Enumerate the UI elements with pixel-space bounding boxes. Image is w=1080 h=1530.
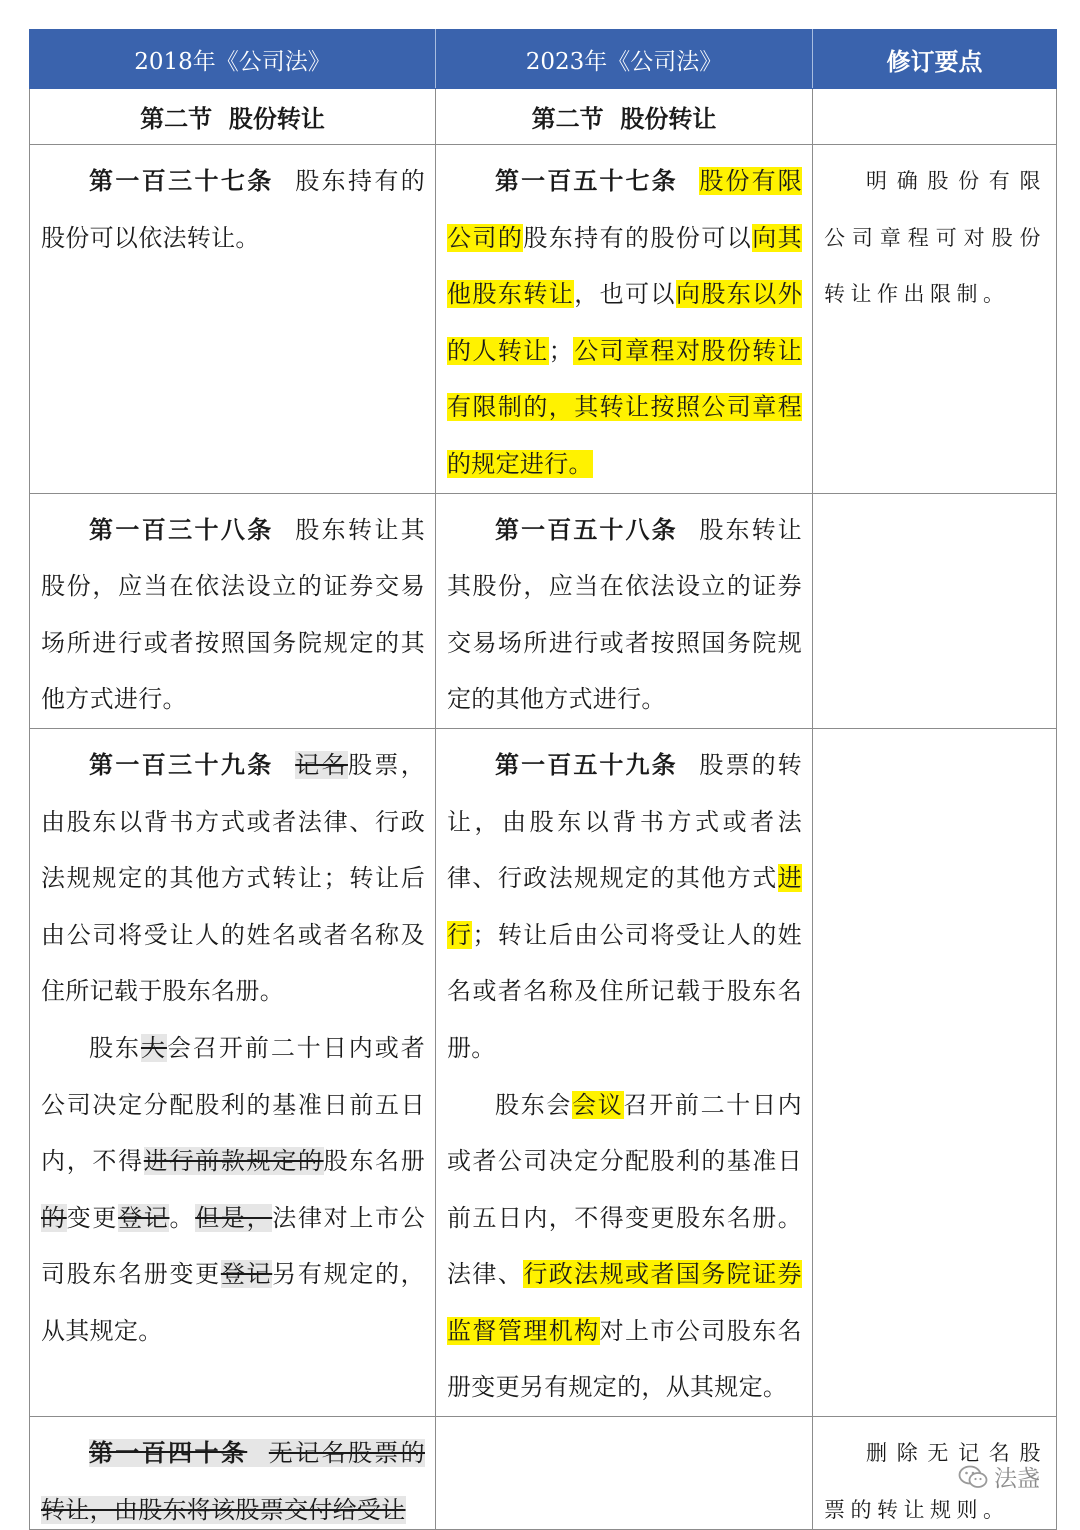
section-title-2023: 第二节 股份转让	[436, 89, 813, 145]
deleted-text: 大	[140, 1033, 167, 1062]
watermark	[958, 1460, 1040, 1493]
header-row	[30, 30, 1057, 89]
article-number: 第一百五十八条	[495, 514, 678, 544]
highlight: 公司章程对股份转让有限制的，其转让按照公司章程的规定进行。	[447, 336, 802, 478]
old-article-137: 第一百三十七条 股东持有的股份可以依法转让。	[30, 145, 436, 494]
section-row	[30, 89, 1057, 145]
article-number: 第一百三十九条	[89, 749, 274, 779]
table-row	[30, 1417, 1057, 1530]
watermark-text: 法盏	[994, 1466, 1040, 1492]
wechat-icon	[958, 1464, 988, 1490]
new-empty	[436, 1417, 813, 1530]
deleted-text: 的	[41, 1203, 67, 1232]
deleted-text: 登记	[220, 1260, 273, 1289]
header-2018: 2018年《公司法》	[30, 30, 436, 89]
table-row	[30, 493, 1057, 728]
revision-note: 删除无记名股票的转让规则。	[813, 1417, 1057, 1530]
deleted-text: 登记	[118, 1203, 170, 1232]
highlight: 向其他股东转让	[447, 223, 802, 309]
old-article-138: 第一百三十八条 股东转让其股份，应当在依法设立的证券交易场所进行或者按照国务院规定的其他方式进行。	[30, 493, 436, 728]
header-notes: 修订要点	[813, 30, 1057, 89]
article-number: 第一百四十条	[89, 1438, 248, 1468]
comparison-table	[29, 29, 1057, 1530]
article-number: 第一百五十七条	[495, 166, 678, 195]
table-row	[30, 145, 1057, 494]
highlight: 会议	[572, 1090, 624, 1119]
revision-note: 明确股份有限公司章程可对股份转让作出限制。	[813, 145, 1057, 494]
table-row	[30, 728, 1057, 1416]
revision-note	[813, 728, 1057, 1416]
new-article-157: 第一百五十七条 股份有限公司的股东持有的股份可以向其他股东转让，也可以向股东以外的人转让；公司章程对股份转让有限制的，其转让按照公司章程的规定进行。	[436, 145, 813, 494]
deleted-text: 但是，	[195, 1203, 273, 1232]
new-article-158: 第一百五十八条 股东转让其股份，应当在依法设立的证券交易场所进行或者按照国务院规定的其他方式进行。	[436, 493, 813, 728]
deleted-text: 记名	[295, 750, 348, 779]
section-title-2018: 第二节 股份转让	[30, 89, 436, 145]
deleted-text: 进行前款规定的	[143, 1147, 324, 1176]
old-article-140	[30, 1417, 436, 1530]
highlight: 向股东以外的人转让	[447, 280, 803, 365]
revision-note	[813, 493, 1057, 728]
section-empty	[813, 89, 1057, 145]
article-number: 第一百三十七条	[89, 166, 274, 195]
old-article-139: 第一百三十九条 记名股票，由股东以背书方式或者法律、行政法规规定的其他方式转让；转让后由公司将受让人的姓名或者名称及住所记载于股东名册。 股东大会召开前二十日内或者公司决定分配股利的基准日前五日内，不得进行前款规定的股东名册的变更登记。但是，法律对上市公司股东名册变更登记另有规定的，从其规定。	[30, 728, 436, 1416]
article-number: 第一百三十八条	[89, 514, 274, 544]
highlight: 股份有限公司的	[447, 167, 802, 252]
new-article-159: 第一百五十九条 股票的转让，由股东以背书方式或者法律、行政法规规定的其他方式进行；转让后由公司将受让人的姓名或者名称及住所记载于股东名册。 股东会会议召开前二十日内或者公司决定分配股利的基准日前五日内，不得变更股东名册。法律、行政法规或者国务院证券监督管理机构对上市公司股东名册变更另有规定的，从其规定。	[436, 728, 813, 1416]
highlight: 行政法规或者国务院证券监督管理机构	[447, 1260, 802, 1345]
header-2023: 2023年《公司法》	[436, 30, 813, 89]
deleted-text: 第一百四十条 无记名股票的转让，由股东将该股票交付给受让	[41, 1438, 425, 1524]
highlight: 进行	[447, 864, 802, 949]
article-number: 第一百五十九条	[495, 749, 678, 779]
